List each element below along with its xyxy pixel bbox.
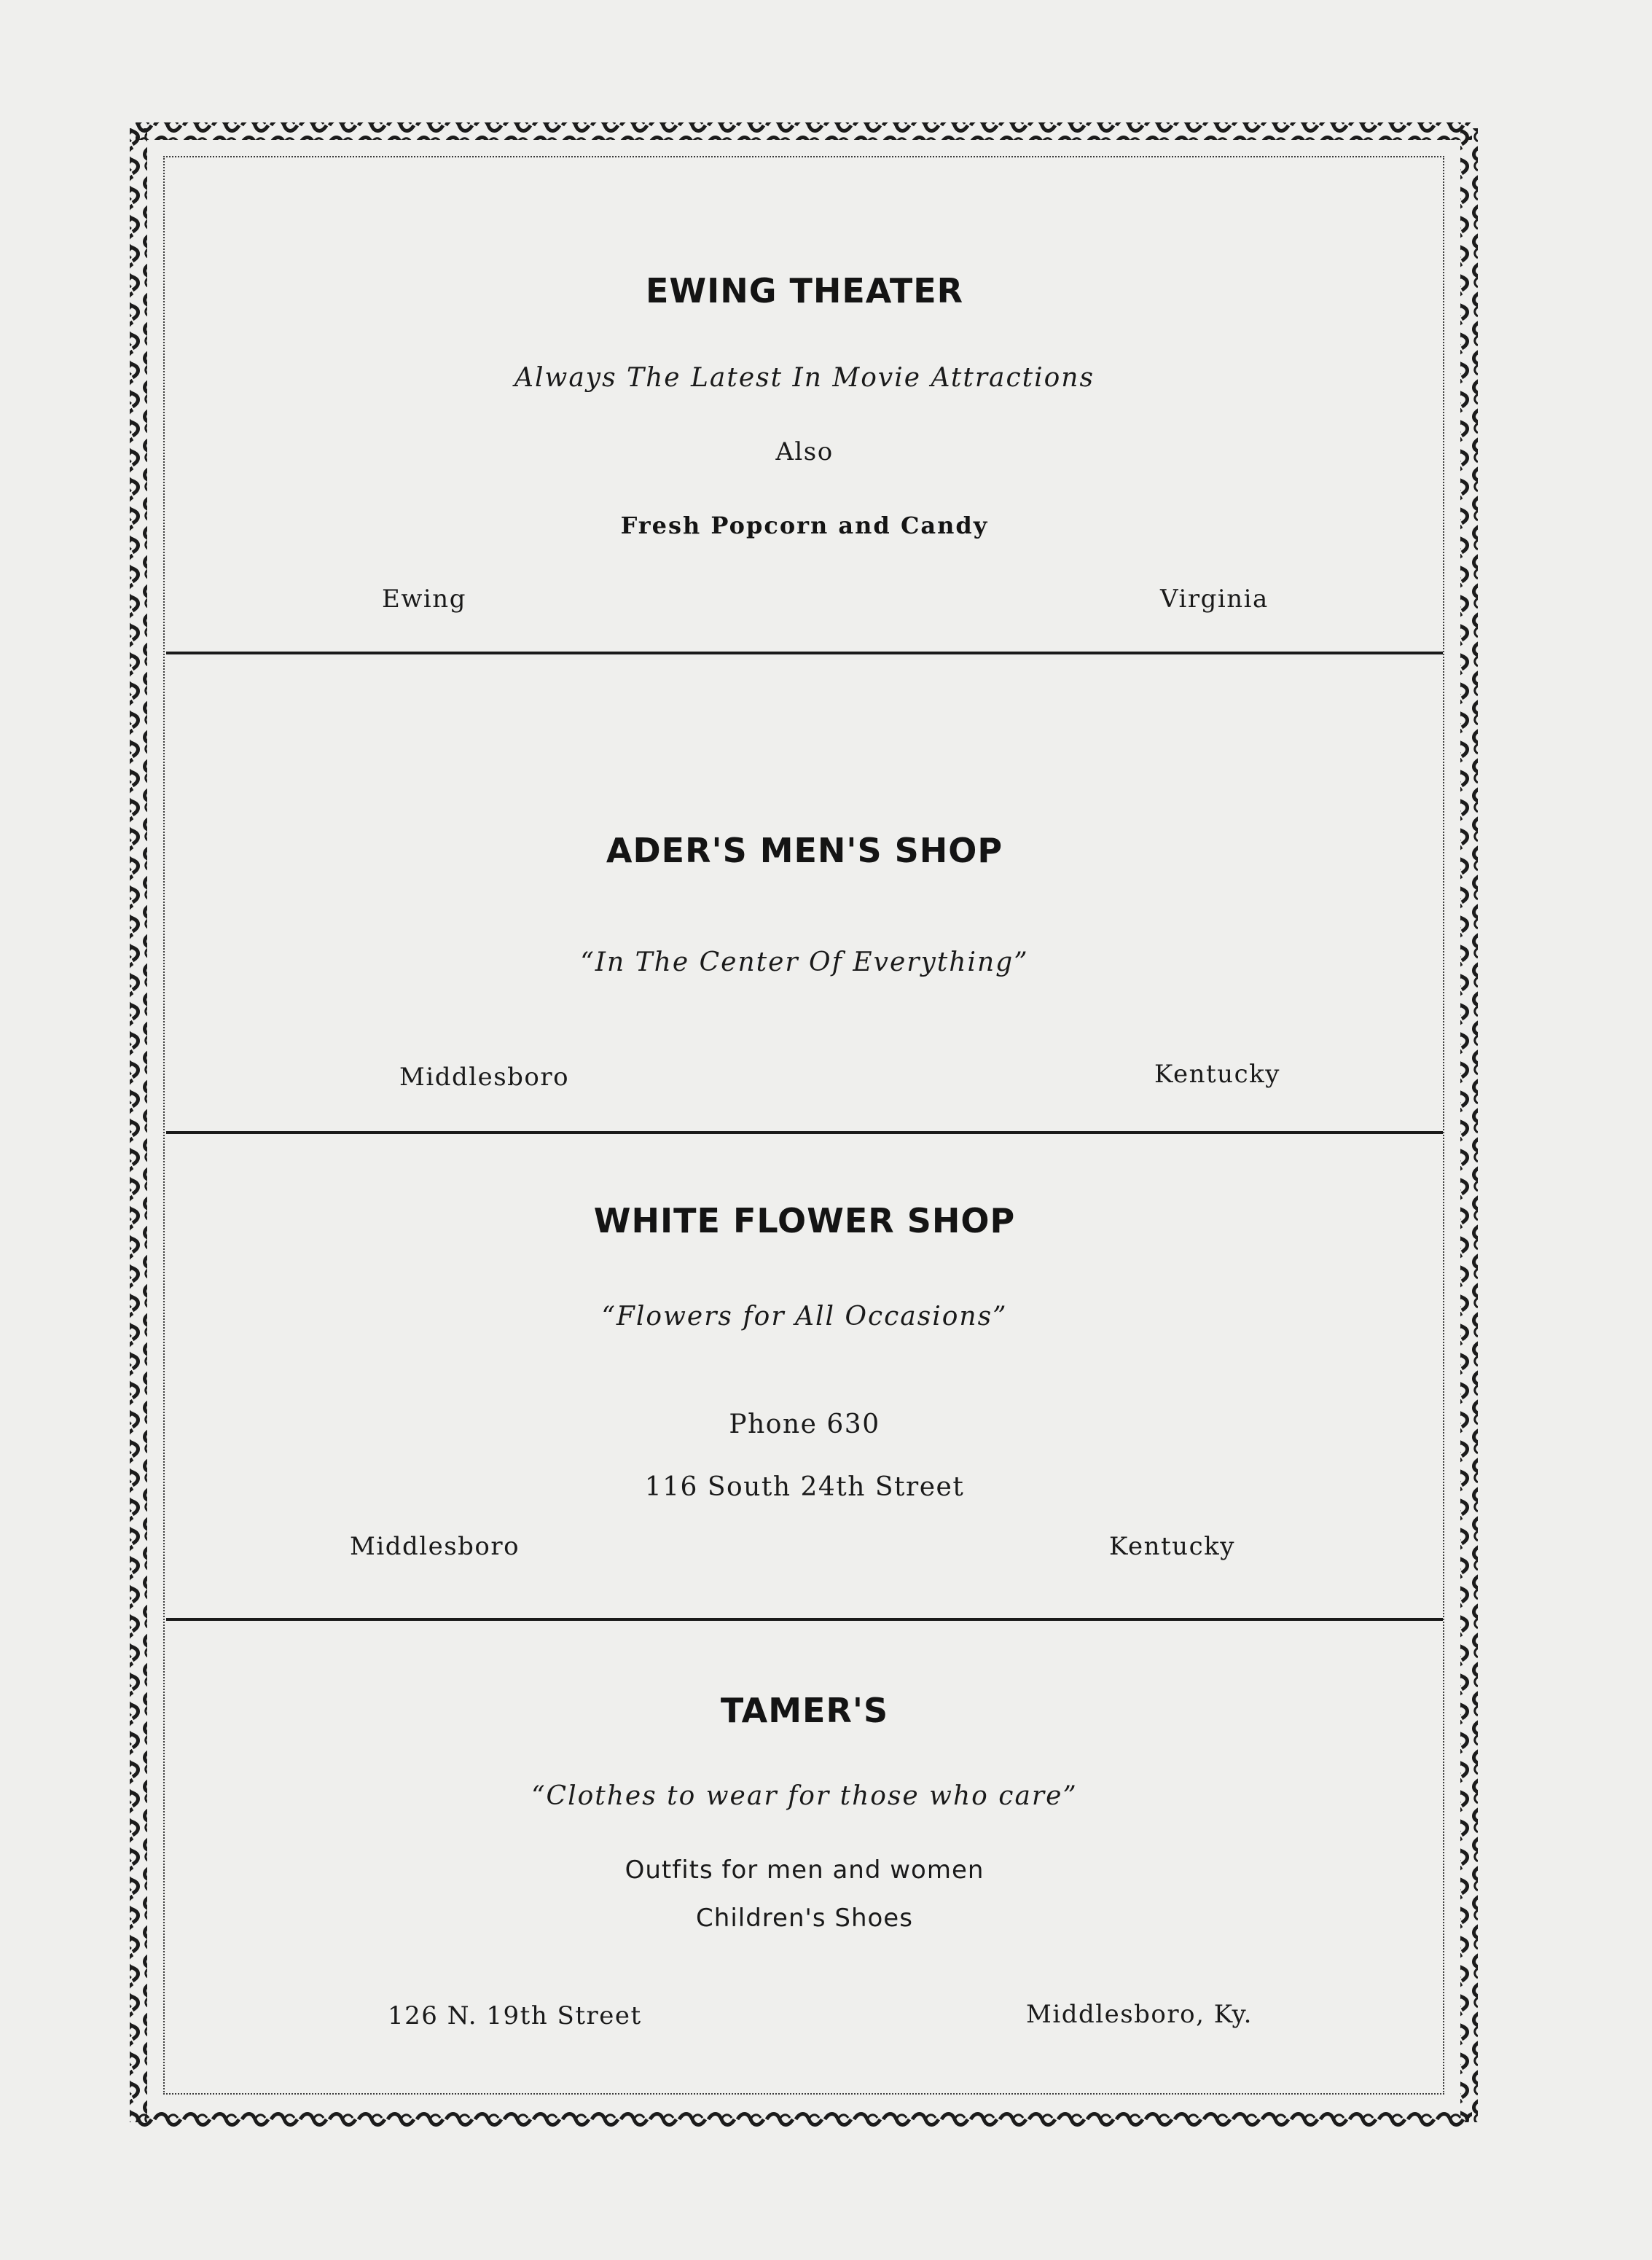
ad-location-right: Middlesboro, Ky. <box>1026 2000 1253 2029</box>
ad-white-flower-shop <box>166 1134 1443 1618</box>
ad-location-right: Virginia <box>1160 584 1269 614</box>
ad-title: WHITE FLOWER SHOP <box>593 1201 1016 1240</box>
ad-title: EWING THEATER <box>645 271 964 310</box>
ad-tamers <box>166 1621 1443 2092</box>
ad-aders-mens-shop <box>166 654 1443 1131</box>
ad-line: Children's Shoes <box>696 1904 913 1933</box>
ad-title: ADER'S MEN'S SHOP <box>606 831 1003 870</box>
ad-location-right: Kentucky <box>1109 1532 1235 1561</box>
ad-line: Fresh Popcorn and Candy <box>620 512 989 539</box>
ad-location-right: Kentucky <box>1154 1060 1280 1089</box>
ad-tagline: “Flowers for All Occasions” <box>601 1302 1008 1332</box>
ad-phone: Phone 630 <box>729 1409 880 1439</box>
ad-line: Also <box>775 437 834 466</box>
ad-title: TAMER'S <box>720 1691 889 1730</box>
ad-tagline: “Clothes to wear for those who care” <box>531 1781 1078 1811</box>
ad-tagline: “In The Center Of Everything” <box>580 947 1029 977</box>
ad-line: Outfits for men and women <box>625 1856 984 1885</box>
ad-location-left: Middlesboro <box>350 1532 520 1561</box>
ad-tagline: Always The Latest In Movie Attractions <box>514 363 1095 393</box>
ad-location-left: Ewing <box>382 584 466 614</box>
ad-ewing-theater <box>166 156 1443 652</box>
ad-address: 116 South 24th Street <box>644 1472 965 1502</box>
ad-location-left: 126 N. 19th Street <box>388 2001 642 2030</box>
ad-location-left: Middlesboro <box>399 1063 570 1092</box>
